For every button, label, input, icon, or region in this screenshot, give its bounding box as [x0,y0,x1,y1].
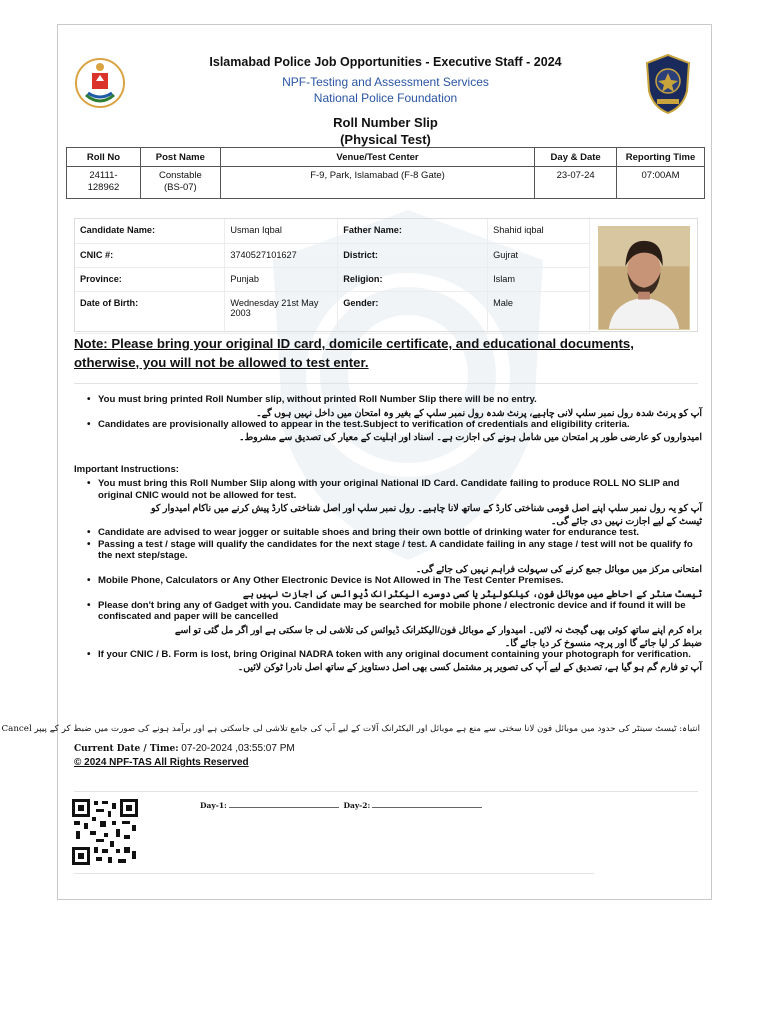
candidate-info-box [74,218,698,332]
district-value: Gujrat [488,243,590,267]
table-row [67,167,705,199]
divider-3 [74,873,594,874]
list-item: • Please don't bring any of Gadget with you. Candidate may be searched for mobile phone / electronic device and if found it will be confiscated and paper will be cancelled [86,600,706,623]
list-item: • Mobile Phone, Calculators or Any Other Electronic Device is Not Allowed in The Test Center Premises. [86,575,706,587]
list-item: • Candidates are provisionally allowed to appear in the test.Subject to verification of credentials and eligibility criteria. [86,419,706,431]
general-rules-list [86,394,706,443]
roll-no-part2: 128962 [87,182,120,193]
candidate-name-label: Candidate Name: [75,219,225,243]
venue-cell: F-9, Park, Islamabad (F-8 Gate) [220,167,534,199]
col-header-venue: Venue/Test Center [220,148,534,167]
exam-title: Islamabad Police Job Opportunities - Executive Staff - 2024 [209,55,562,69]
table-header-row [67,148,705,167]
current-date-label: Current Date / Time: [74,744,179,754]
slip-title: Roll Number Slip [333,115,438,130]
urdu-text: آپ تو فارم گم ہو گیا ہے، تصدیق کے لیے آپ کی تصویر پر مشتمل کسی بھی اصل دستاویز کے ساتھ اصل نادرا ٹوکن لائیں۔ [237,661,702,673]
col-header-date: Day & Date [535,148,617,167]
post-scale: (BS-07) [163,182,197,193]
post-name-cell [140,167,220,199]
org-name-testing: NPF-Testing and Assessment Services [282,75,489,89]
roll-number-slip [1,24,712,900]
roll-no-part1: 24111- [89,170,118,181]
dob-label: Date of Birth: [75,291,225,333]
urdu-text: ضبط کر لیا جائے گا اور پرچہ منسوخ کر دیا جائے گا۔ [504,636,702,648]
list-item: • You must bring this Roll Number Slip along with your original National ID Card. Candidate failing to produce ROLL NO SLIP and original CNIC would not be allowed for test. [86,478,706,501]
urdu-text: ٹیسٹ کے لیے اجازت نہیں دی جائے گی۔ [550,515,702,527]
instructions-heading: Important Instructions: [74,464,179,475]
urdu-text: آپ کو پرنٹ شدہ رول نمبر سلپ لانی چاہیے، پرنٹ شدہ رول نمبر سلپ کے بغیر وہ امتحان میں داخل نہیں ہوں گے۔ [256,406,702,418]
day1-blank [229,807,339,808]
roll-number-table [66,147,705,199]
gender-label: Gender: [338,291,488,333]
reporting-time-cell: 07:00AM [617,167,705,199]
urdu-text: امیدواروں کو عارضی طور پر امتحان میں شامل ہونے کی اجازت ہے۔ اسناد اور اہلیت کے معیار کی تصدیق سے مشروط۔ [239,431,702,443]
list-item: • If your CNIC / B. Form is lost, bring Original NADRA token with any original document containing your photograph for verification. [86,649,706,661]
father-name-value: Shahid iqbal [488,219,590,243]
dob-value [225,291,338,333]
province-value: Punjab [225,267,338,291]
religion-value: Islam [488,267,590,291]
candidate-info-table [75,219,590,334]
col-header-reporting-time: Reporting Time [617,148,705,167]
dob-day: Wednesday 21st May [230,297,319,308]
copyright: © 2024 NPF-TAS All Rights Reserved [74,757,249,768]
urdu-text: آپ کو یہ رول نمبر سلپ اپنے اصل قومی شناختی کارڈ کے ساتھ لانا چاہیے۔ رول نمبر سلپ اور اصل شناختی کارڈ پیش کرنے میں ناکام امیدوار کو [151,502,702,514]
current-date-time [74,743,295,754]
district-label: District: [338,243,488,267]
post-name: Constable [158,170,202,181]
urdu-warning: انتباہ: ٹیسٹ سینٹر کی حدود میں موبائل فون لانا سختی سے منع ہے موبائل اور الیکٹرانک آلات کے لیے آپ کی جامع تلاشی لی جاسکتی ہے اور برآمد ہونے کی صورت میں ضبط کر کے پیپر Cancel [1,724,700,734]
gender-value: Male [488,291,590,333]
col-header-roll-no: Roll No [67,148,141,167]
date-cell: 23-07-24 [535,167,617,199]
day1-label: Day-1: [200,801,227,810]
divider-2 [74,791,698,792]
day2-label: Day-2: [343,801,371,810]
list-item: • You must bring printed Roll Number slip, without printed Roll Number Slip there will be no entry. [86,394,706,406]
roll-no-cell [67,167,141,199]
candidate-name-value: Usman Iqbal [225,219,338,243]
urdu-text: ٹیسٹ سنٹر کے احاطے میں موبائل فون، کیلکولیٹر یا کسی دوسرے الیکٹرانک ڈیوائس کی اجازت نہیں ہے [242,587,702,599]
list-item: • Candidate are advised to wear jogger or suitable shoes and bring their own bottle of drinking water for endurance test. [86,527,706,539]
divider-1 [74,383,698,384]
col-header-post-name: Post Name [140,148,220,167]
current-date-value: 07-20-2024 ,03:55:07 PM [181,743,295,754]
dob-year: 2003 [230,307,251,318]
province-label: Province: [75,267,225,291]
urdu-text: براہ کرم اپنے ساتھ کوئی بھی گیجٹ نہ لائیں۔ امیدوار کے موبائل فون/الیکٹرانک ڈیوائس کی تلاشی لی جا سکتی ہے اور اگر مل گئی تو اسے [174,623,702,635]
cnic-label: CNIC #: [75,243,225,267]
important-note: Note: Please bring your original ID card, domicile certificate, and educational documents, otherwise, you will not be allowed to test enter. [74,336,634,370]
day-signature-line [200,801,484,810]
father-name-label: Father Name: [338,219,488,243]
list-item: • Passing a test / stage will qualify the candidates for the next stage / test. A candidate failing in any stage / test will not be qualify fo the next step/stage. [86,539,706,562]
instructions-list [86,478,706,673]
slip-subtitle: (Physical Test) [340,132,431,147]
qr-code [72,799,138,865]
candidate-photo [598,226,690,330]
cnic-value: 3740527101627 [225,243,338,267]
org-name-foundation: National Police Foundation [313,91,458,105]
religion-label: Religion: [338,267,488,291]
urdu-text: امتحانی مرکز میں موبائل جمع کرنے کی سہولت فراہم نہیں کی جائے گی۔ [415,562,702,574]
day2-blank [372,807,482,808]
